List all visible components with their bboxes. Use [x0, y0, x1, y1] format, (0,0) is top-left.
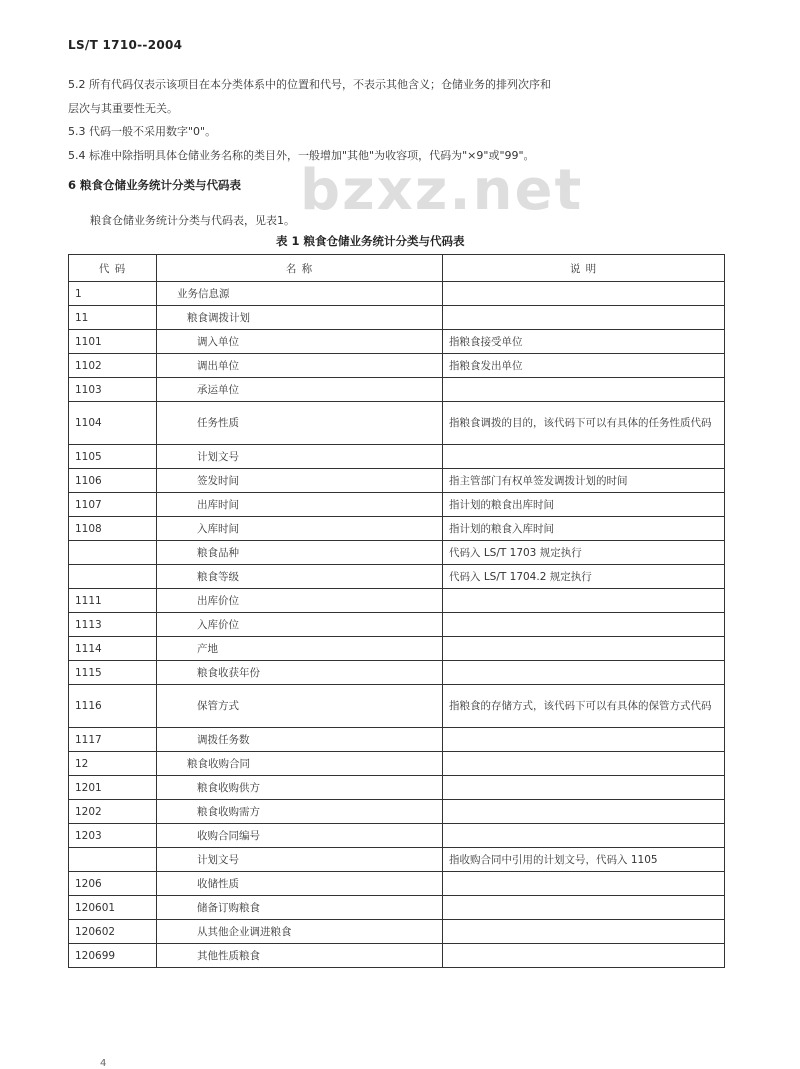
cell-code: 11 — [69, 306, 157, 330]
cell-code: 1201 — [69, 776, 157, 800]
cell-note: 指收购合同中引用的计划文号，代码入 1105 — [443, 848, 725, 872]
cell-note — [443, 282, 725, 306]
cell-name: 任务性质 — [157, 402, 443, 445]
table-row — [69, 752, 725, 776]
cell-name: 粮食调拨计划 — [157, 306, 443, 330]
table-row — [69, 445, 725, 469]
cell-note: 指计划的粮食入库时间 — [443, 517, 725, 541]
cell-name: 产地 — [157, 637, 443, 661]
cell-note: 指计划的粮食出库时间 — [443, 493, 725, 517]
cell-note — [443, 661, 725, 685]
cell-code: 1116 — [69, 685, 157, 728]
table-row — [69, 330, 725, 354]
cell-note: 代码入 LS/T 1704.2 规定执行 — [443, 565, 725, 589]
table-row — [69, 354, 725, 378]
table-row — [69, 493, 725, 517]
table-row — [69, 402, 725, 445]
cell-code: 1101 — [69, 330, 157, 354]
clause-5-2-cont: 层次与其重要性无关。 — [68, 102, 178, 115]
cell-name: 保管方式 — [157, 685, 443, 728]
cell-name: 签发时间 — [157, 469, 443, 493]
table-row — [69, 378, 725, 402]
cell-code — [69, 848, 157, 872]
table-row — [69, 589, 725, 613]
cell-name: 收储性质 — [157, 872, 443, 896]
table-row — [69, 824, 725, 848]
table-row — [69, 517, 725, 541]
cell-code: 1117 — [69, 728, 157, 752]
cell-name: 其他性质粮食 — [157, 944, 443, 968]
cell-name: 从其他企业调进粮食 — [157, 920, 443, 944]
cell-code: 1103 — [69, 378, 157, 402]
cell-code: 1111 — [69, 589, 157, 613]
cell-name: 粮食收获年份 — [157, 661, 443, 685]
cell-note — [443, 944, 725, 968]
section-heading: 6 粮食仓储业务统计分类与代码表 — [68, 178, 242, 192]
cell-code: 1108 — [69, 517, 157, 541]
cell-name: 出库价位 — [157, 589, 443, 613]
table-row — [69, 896, 725, 920]
table-row — [69, 637, 725, 661]
clause-5-2: 5.2 所有代码仅表示该项目在本分类体系中的位置和代号，不表示其他含义；仓储业务的排列次序和 — [68, 78, 551, 91]
cell-code: 1106 — [69, 469, 157, 493]
cell-name: 粮食收购需方 — [157, 800, 443, 824]
cell-name: 计划文号 — [157, 445, 443, 469]
cell-note — [443, 445, 725, 469]
cell-code — [69, 565, 157, 589]
page-number: 4 — [100, 1058, 107, 1069]
standard-code: LS/T 1710--2004 — [68, 38, 183, 52]
cell-code: 1206 — [69, 872, 157, 896]
cell-note — [443, 637, 725, 661]
cell-note — [443, 306, 725, 330]
cell-note — [443, 613, 725, 637]
cell-note — [443, 589, 725, 613]
table-row — [69, 613, 725, 637]
table-row — [69, 800, 725, 824]
section-intro: 粮食仓储业务统计分类与代码表，见表1。 — [90, 214, 295, 227]
table-caption: 表 1 粮食仓储业务统计分类与代码表 — [276, 234, 465, 248]
cell-code: 1105 — [69, 445, 157, 469]
cell-name: 收购合同编号 — [157, 824, 443, 848]
table-row — [69, 848, 725, 872]
cell-name: 业务信息源 — [157, 282, 443, 306]
cell-name: 粮食品种 — [157, 541, 443, 565]
table-row — [69, 920, 725, 944]
header-code: 代 码 — [69, 255, 157, 282]
cell-note — [443, 896, 725, 920]
cell-note — [443, 824, 725, 848]
cell-name: 入库时间 — [157, 517, 443, 541]
cell-note — [443, 378, 725, 402]
cell-name: 粮食收购合同 — [157, 752, 443, 776]
table-row — [69, 944, 725, 968]
table-row — [69, 685, 725, 728]
table-row — [69, 728, 725, 752]
cell-name: 储备订购粮食 — [157, 896, 443, 920]
cell-name: 调入单位 — [157, 330, 443, 354]
cell-name: 调出单位 — [157, 354, 443, 378]
cell-code: 120699 — [69, 944, 157, 968]
table-row — [69, 469, 725, 493]
classification-table — [68, 254, 725, 968]
cell-note: 指粮食的存储方式，该代码下可以有具体的保管方式代码 — [443, 685, 725, 728]
cell-code: 1202 — [69, 800, 157, 824]
cell-code — [69, 541, 157, 565]
cell-code: 1115 — [69, 661, 157, 685]
cell-note — [443, 872, 725, 896]
cell-code: 1113 — [69, 613, 157, 637]
cell-note — [443, 776, 725, 800]
table-row — [69, 306, 725, 330]
cell-code: 1114 — [69, 637, 157, 661]
cell-note: 指粮食接受单位 — [443, 330, 725, 354]
clause-5-4: 5.4 标准中除指明具体仓储业务名称的类目外，一般增加"其他"为收容项，代码为"×9"或"99"。 — [68, 149, 535, 162]
cell-name: 调拨任务数 — [157, 728, 443, 752]
table-row — [69, 541, 725, 565]
table-row — [69, 282, 725, 306]
cell-note — [443, 728, 725, 752]
cell-note: 指主管部门有权单签发调拨计划的时间 — [443, 469, 725, 493]
table-row — [69, 776, 725, 800]
cell-code: 1107 — [69, 493, 157, 517]
watermark: bzxz.net — [300, 158, 584, 223]
cell-name: 入库价位 — [157, 613, 443, 637]
cell-code: 12 — [69, 752, 157, 776]
header-name: 名 称 — [157, 255, 443, 282]
cell-name: 粮食等级 — [157, 565, 443, 589]
table-row — [69, 872, 725, 896]
header-note: 说 明 — [443, 255, 725, 282]
table-row — [69, 661, 725, 685]
cell-code: 1104 — [69, 402, 157, 445]
cell-name: 计划文号 — [157, 848, 443, 872]
cell-code: 1102 — [69, 354, 157, 378]
cell-note: 代码入 LS/T 1703 规定执行 — [443, 541, 725, 565]
cell-code: 1 — [69, 282, 157, 306]
cell-code: 1203 — [69, 824, 157, 848]
cell-note — [443, 752, 725, 776]
cell-name: 出库时间 — [157, 493, 443, 517]
cell-note: 指粮食调拨的目的，该代码下可以有具体的任务性质代码 — [443, 402, 725, 445]
cell-note — [443, 920, 725, 944]
cell-code: 120601 — [69, 896, 157, 920]
cell-note — [443, 800, 725, 824]
cell-note: 指粮食发出单位 — [443, 354, 725, 378]
cell-name: 粮食收购供方 — [157, 776, 443, 800]
clause-5-3: 5.3 代码一般不采用数字"0"。 — [68, 125, 217, 138]
cell-name: 承运单位 — [157, 378, 443, 402]
cell-code: 120602 — [69, 920, 157, 944]
table-row — [69, 565, 725, 589]
table-header-row — [69, 255, 725, 282]
